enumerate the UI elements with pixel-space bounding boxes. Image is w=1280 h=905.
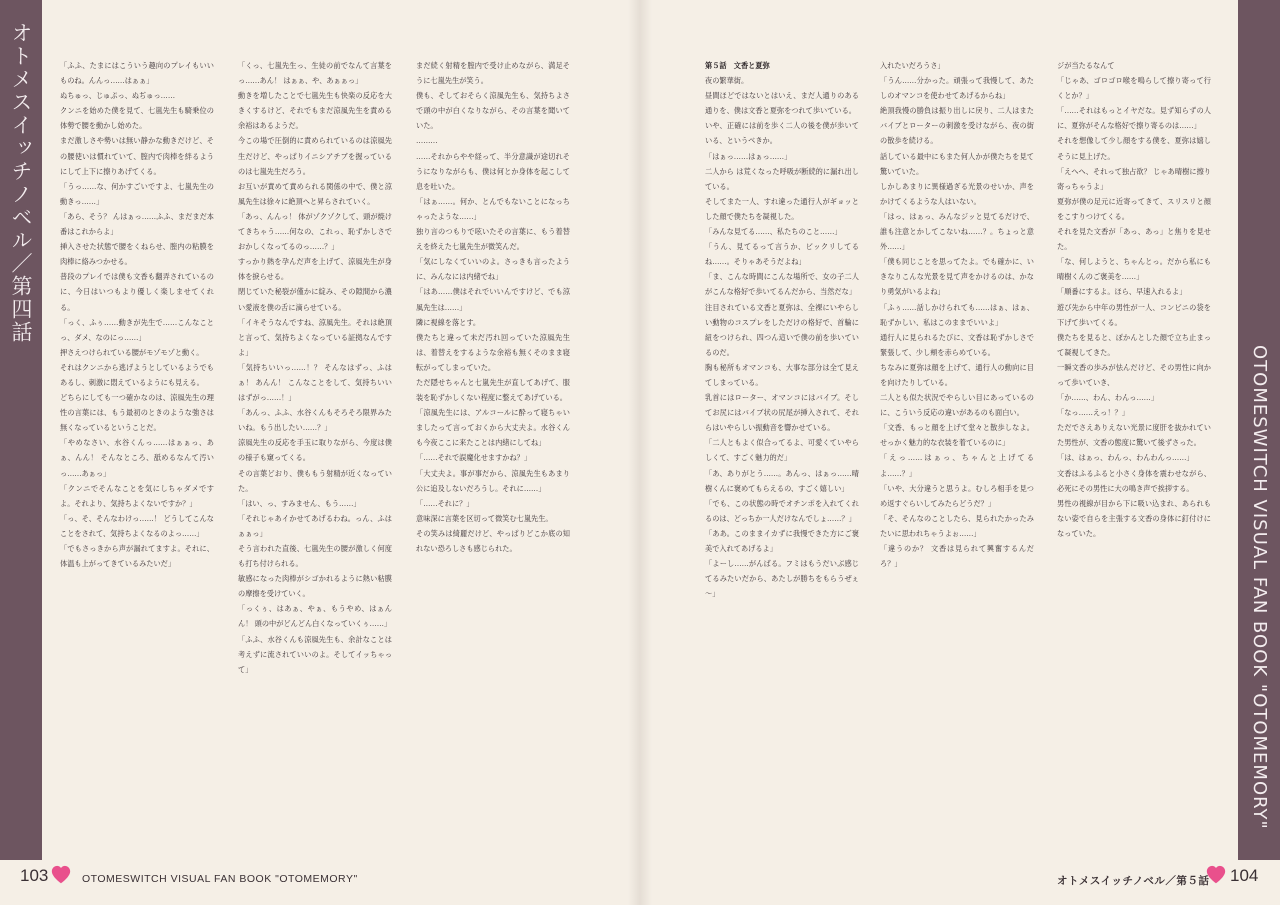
text-paragraph: 「うん……分かった。頑張って我慢して、あたしのオマンコを使わせてあげるからね」 <box>880 76 1034 101</box>
text-paragraph: その言葉どおり、僕ももう射精が近くなっていた。 <box>238 468 392 493</box>
text-paragraph: いや、正確には前を歩く二人の後を僕が歩いている、というべきか。 <box>705 121 859 146</box>
text-paragraph: それを想像して少し顔をする僕を、夏弥は嬉しそうに見上げた。 <box>1057 136 1211 161</box>
text-paragraph: ……それからやや経って、半分意識が途切れそうになりながらも、僕は何とか身体を起こして息を吐いた。 <box>416 151 570 191</box>
text-paragraph: 男性の視線が目から下に吸い込まれ、あられもない姿で自らを主張する文香の身体に釘付けになっていた。 <box>1057 498 1211 538</box>
text-paragraph: 「っ、そ、そんなわけっ……！ どうしてこんなことをされて、気持ちよくなるのよっ……」 <box>60 513 214 538</box>
text-paragraph: 昼間ほどではないとはいえ、まだ人通りのある通りを、僕は文香と夏弥をつれて歩いている。 <box>705 91 859 116</box>
text-paragraph: 僕たちと違って未だ汚れ回っていた涼風先生は、着替えをするような余裕も無くそのまま寝転がってしまっていた。 <box>416 332 570 372</box>
text-paragraph: 挿入させた状態で腰をくねらせ、膣内の粘膜を肉棒に絡みつかせる。 <box>60 242 214 267</box>
text-paragraph: 「は、はぁっ、わんっ、わんわんっ……」 <box>1057 453 1194 463</box>
text-paragraph: 夜の繁華街。 <box>705 76 749 86</box>
text-paragraph: 隣に視線を落とす。 <box>416 317 481 327</box>
text-paragraph: 「な、何しようと、ちゃんとっ。だから私にも晴樹くんのご褒美を……」 <box>1057 257 1211 282</box>
text-paragraph: 「でもさっきから声が漏れてますよ。それに、体温も上がってきているみたいだ」 <box>60 544 214 569</box>
text-paragraph: 「あら、そう？ んはぁっ……ふふ、まだまだ本番はこれからよ」 <box>60 211 214 237</box>
text-paragraph: 「っく、ふぅ……動きが先生で……こんなことっ、ダメ、なのにっ……」 <box>60 317 214 342</box>
text-paragraph: 閉じていた秘裂が僅かに綻み、その隙間から濃い愛液を僕の舌に滴らせている。 <box>238 287 392 312</box>
text-paragraph: 「……それに？」 <box>416 498 474 508</box>
text-paragraph: お互いが責めて責められる関係の中で、僕と涼風先生は徐々に絶頂へと昇らされていく。 <box>238 181 392 206</box>
text-paragraph: 「……それはもっとイヤだな。見ず知らずの人に、夏弥がそんな格好で擦り寄るのは……」 <box>1057 106 1211 131</box>
text-paragraph: 「みんな見てる……、私たちのこと……」 <box>705 227 842 237</box>
text-paragraph: 「えへへ、それって独占欲？ じゃあ晴樹に擦り寄っちゃうよ」 <box>1057 166 1211 191</box>
text-paragraph: 「ああ。このままイカずに我慢できた方にご褒美で入れてあげるよ」 <box>705 528 859 553</box>
text-paragraph: 「イキそうなんですね、涼風先生。それは絶頂と言って、気持ちよくなっている証拠なんですよ」 <box>238 317 392 357</box>
text-paragraph: 涼風先生の反応を手玉に取りながら、今度は僕の様子も窺ってくる。 <box>238 438 392 463</box>
text-paragraph: 「あんっ、ふふ、水谷くんもそろそろ限界みたいね。もう出したい……？」 <box>238 408 392 433</box>
left-text-column-1 <box>60 58 214 856</box>
text-paragraph: 通行人に見られるたびに、文香は恥ずかしさで緊張して、少し頬を赤らめている。 <box>880 332 1034 357</box>
text-paragraph: 「違うのか？ 文香は見られて興奮するんだろ？」 <box>880 544 1034 569</box>
text-paragraph: 「はあ……僕はそれでいいんですけど、でも涼風先生は……」 <box>416 287 570 312</box>
text-paragraph: 「順番にするよ。ほら、早速入れるよ」 <box>1057 287 1187 297</box>
text-paragraph: 「気持ちいいっ……！？ そんなはずっ、ふはぁ！ あんん！ こんなことをして、気持ちいいはずがっ……！」 <box>238 362 392 403</box>
text-paragraph: それを見た文香が「あっ、あっ」と焦りを見せた。 <box>1057 227 1211 252</box>
text-paragraph: 一瞬文香の歩みが怯んだけど、その男性に向かって歩いていき、 <box>1057 362 1211 387</box>
text-paragraph: 「はぁ……。何か、とんでもないことになっちゃったような……」 <box>416 196 570 221</box>
text-paragraph: 動きを増したことで七嵐先生も快楽の反応を大きくするけど、それでもまだ涼風先生を責める余裕はあるようだ。 <box>238 91 392 131</box>
text-paragraph: 入れたいだろうさ」 <box>880 61 945 70</box>
text-paragraph: ただ隠せちゃんと七嵐先生が直してあげて、服装を恥ずかしくない程度に整えてあげている。 <box>416 377 570 403</box>
text-paragraph: 「クンニでそんなことを気にしちゃダメですよ。それより、気持ちよくないですか？」 <box>60 483 214 508</box>
text-paragraph: その笑みは綺麗だけど、やっぱりどこか底の知れない恐ろしさも感じられた。 <box>416 528 570 553</box>
text-paragraph: 「いや、大分違うと思うよ。むしろ相手を見つめ返すぐらいしてみたらどうだ？」 <box>880 483 1034 508</box>
text-paragraph: 「ま、こんな時間にこんな場所で、女の子二人がこんな格好で歩いてるんだから、当然だな」 <box>705 272 859 297</box>
text-paragraph: まだ続く射精を膣内で受け止めながら、満足そうに七嵐先生が笑う。 <box>416 61 570 86</box>
text-paragraph: 二人から は荒くなった呼吸が断続的に漏れ出している。 <box>705 166 859 191</box>
left-text-column-2 <box>238 58 392 856</box>
text-paragraph: 「はい、っ、すみません、もう……」 <box>238 498 361 508</box>
text-paragraph: 「あっ、んんっ！ 体がゾクゾクして、頭が焼けてきちゃう……何なの、これっ、恥ずかしさでおかしくなってるのっ……？」 <box>238 211 392 252</box>
text-paragraph: すっかり熱を孕んだ声を上げて、涼風先生が身体を捩らせる。 <box>238 257 392 282</box>
text-paragraph: 今この場で圧倒的に責められているのは涼風先生だけど、やっぱりイニシアチブを握っているのは七嵐先生だろう。 <box>238 136 392 176</box>
text-paragraph: 「僕も同じことを思ってたよ。でも確かに、いきなりこんな光景を見て声をかけるのは、かなり勇気がいるよね」 <box>880 257 1034 297</box>
text-paragraph: 「くっ、七嵐先生っ、生徒の前でなんて言葉をっ……あん！ はぁぁ、や、あぁぁっ」 <box>238 61 392 86</box>
right-sidebar-title: OTOMESWITCH VISUAL FAN BOOK "OTOMEMORY" <box>1249 345 1270 830</box>
text-paragraph: 「あ、ありがとう……。あんっ、はぁっ……晴樹くんに褒めてもらえるの、すごく嬉しい」 <box>705 468 859 493</box>
text-paragraph: 「気にしなくていいのよ。さっきも言ったように、みんなには内緒でね」 <box>416 257 570 282</box>
text-paragraph: 普段のプレイでは僕も文香も翻弄されているのに、今日はいつもより優しく楽しませてくれる。 <box>60 272 214 312</box>
text-paragraph: ぬちゅっ、じゅぷっ、ぬぢゅっ…… <box>60 91 176 101</box>
text-paragraph: 僕も、そしておそらく涼風先生も、気持ちよさで頭の中が白くなりながら、その言葉を聞いていた。 <box>416 91 570 131</box>
text-paragraph: 「ふふ、水谷くんも涼風先生も、余計なことは考えずに流されていいのよ。そしてイッちゃって」 <box>238 634 392 674</box>
heart-icon <box>1205 864 1227 886</box>
text-paragraph: 押さえつけられている腰がモゾモゾと動く。 <box>60 347 204 357</box>
text-paragraph: 意味深に言葉を区切って微笑む七嵐先生。 <box>416 513 553 523</box>
left-footer-title: OTOMESWITCH VISUAL FAN BOOK "OTOMEMORY" <box>82 873 358 885</box>
text-paragraph: 「か……、わん、わんっ……」 <box>1057 393 1159 403</box>
text-paragraph: ちなみに夏弥は顔を上げて、通行人の動向に目を向けたりしている。 <box>880 362 1034 387</box>
text-paragraph: 「涼風先生には、アルコールに酔って寝ちゃいましたって言っておくから大丈夫よ。水谷くんも今夜ここに来たことは内緒にしてね」 <box>416 408 570 448</box>
text-paragraph: 「そ、そんなのことしたら、見られたかったみたいに思われちゃうよぉ……」 <box>880 513 1034 538</box>
text-paragraph: そう言われた直後、七嵐先生の腰が激しく何度も打ち付けられる。 <box>238 544 392 569</box>
text-paragraph: 「文香、もっと顔を上げて堂々と散歩しなよ。せっかく魅力的な衣装を着ているのに」 <box>880 423 1034 448</box>
left-sidebar-title: オトメスイッチノベル／第四話 <box>9 22 33 344</box>
right-footer-title: オトメスイッチノベル／第５話 <box>1057 875 1210 887</box>
text-paragraph: 注目されている文香と夏弥は、全裸にいやらしい動物のコスプレをしただけの格好で、首輪に紐をつけられ、四つん這いで僕の前を歩いているのだ。 <box>705 302 859 357</box>
text-paragraph: 二人とも似た状況でやらしい目にあっているのに、こういう反応の違いがあるのも面白い。 <box>880 393 1034 418</box>
right-text-column-2 <box>880 58 1034 856</box>
text-paragraph: 「じゃあ、ゴロゴロ喉を鳴らして擦り寄って行くとか？」 <box>1057 76 1211 101</box>
text-paragraph: 「はぁっ……はぁっ……」 <box>705 151 792 161</box>
right-page-number: 104 <box>1230 866 1259 885</box>
text-paragraph: それはクンニから逃げようとしているようでもあるし、刺激に悶えているようにも見える。 <box>60 362 214 387</box>
left-text-column-3 <box>416 58 570 856</box>
text-paragraph: 「うっ……な、何かすごいですよ、七嵐先生の動きっ……」 <box>60 181 214 206</box>
right-text-column-3 <box>1057 58 1211 856</box>
text-paragraph: 「えっ……はぁっ、ちゃんと上げてるよ……？」 <box>880 453 1034 478</box>
text-paragraph: 「よーし……がんばる。フミはもうだいぶ感じてるみたいだから、あたしが勝ちをもらうぜぇ～」 <box>705 559 859 599</box>
text-paragraph: どちらにしても一つ確かなのは、涼風先生の理性の言葉には、もう最初のときのような強さは無くなっているということだ。 <box>60 393 214 433</box>
text-paragraph: 「ふふ、たまにはこういう趣向のプレイもいいものね。んんっ……はぁぁ」 <box>60 61 214 86</box>
text-paragraph: 「それじゃあイかせてあげるわね。っん、ふはぁぁっ」 <box>238 513 392 538</box>
text-paragraph: 文香はふるふると小さく身体を震わせながら、必死にその男性に大の鳴き声で挨拶する。 <box>1057 468 1211 493</box>
text-paragraph: まだ激しさや勢いは無い静かな動きだけど、その腰使いは慣れていて、膣内で肉棒を絆るようにして上下に擦りあげてくる。 <box>60 136 214 176</box>
text-paragraph: 夏弥が僕の足元に近寄ってきて、スリスリと顔をこすりつけてくる。 <box>1057 196 1211 221</box>
right-text-column-1 <box>705 58 859 856</box>
text-paragraph: 独り言のつもりで呟いたその言葉に、もう着替えを終えた七嵐先生が微笑んだ。 <box>416 227 570 252</box>
text-paragraph: 僕たちを見ると、ぽかんとした顔で立ち止まって凝視してきた。 <box>1057 332 1211 357</box>
text-paragraph: 「大丈夫よ。事が事だから、涼風先生もあまり公に追及しないだろうし。それに……」 <box>416 468 570 493</box>
text-paragraph: 敏感になった肉棒がシゴかれるように熱い粘膜の摩擦を受けていく。 <box>238 574 392 599</box>
text-paragraph: 「はっ、はぁっ、みんなジッと見てるだけで、誰も注意とかしてこないね……？。ちょっと意外……」 <box>880 211 1034 252</box>
text-paragraph: しかしあまりに異様過ぎる光景のせいか、声をかけてくるような人はいない。 <box>880 181 1034 206</box>
text-paragraph: ジが当たるなんて <box>1057 61 1115 70</box>
text-paragraph: 「ふぅ……話しかけられても……はぁ、はぁ、恥ずかしい、私はこのままでいいよ」 <box>880 302 1034 327</box>
text-paragraph: 「二人ともよく似合ってるよ、可愛くていやらしくて、すごく魅力的だ」 <box>705 438 859 463</box>
text-paragraph: 「っくぅ、はあぁ、やぁ、もうやめ、はぁんん！ 頭の中がどんどん白くなっていくぅ……」 <box>238 604 392 629</box>
text-paragraph: 胸も秘所もオマンコも、大事な部分は全て見えてしまっている。 <box>705 362 859 387</box>
text-paragraph: クンニを始めた僕を見て、七嵐先生も騎乗位の体勢で腰を動かし始めた。 <box>60 106 214 131</box>
text-paragraph: 「……それで誤魔化せますかね？」 <box>416 453 532 463</box>
text-paragraph: ……… <box>416 136 438 146</box>
text-paragraph: 「なっ……えっ！？」 <box>1057 408 1129 418</box>
text-paragraph: 話している最中にもまた何人かが僕たちを見て驚いていた。 <box>880 151 1034 176</box>
heart-icon <box>50 864 72 886</box>
text-paragraph: 遊び先から中年の男性が一人、コンビニの袋を下げて歩いてくる。 <box>1057 302 1211 327</box>
text-paragraph: 乳首にはローター、オマンコにはバイブ。そしてお尻にはバイブ状の尻尾が挿入されて、それらはいやらしい振動音を響かせている。 <box>705 393 859 433</box>
text-paragraph: 「でも、この状態の時でオチンポを入れてくれるのは、どっちか一人だけなんでしょ……？」 <box>705 498 859 523</box>
left-page-number: 103 <box>20 866 49 885</box>
text-paragraph: 「うん、見てるって言うか、ビックリしてるね……。そりゃあそうだよね」 <box>705 242 859 267</box>
book-gutter <box>628 0 652 905</box>
text-paragraph: そしてまた一人、すれ違った通行人がギョッとした顔で僕たちを凝視した。 <box>705 196 859 221</box>
text-paragraph: 「やめなさい、水谷くんっ……はぁぁっ、あぁ、んん！ そんなところ、舐めるなんて汚いっ……あぁっ」 <box>60 438 214 478</box>
text-paragraph: ただでさえありえない光景に度肝を抜かれていた男性が、文香の態度に驚いて後ずさった。 <box>1057 423 1211 448</box>
text-paragraph: 第５話 文香と夏弥 <box>705 61 770 70</box>
text-paragraph: 絶頂我慢の勝負は振り出しに戻り、二人はまたバイブとローターの刺激を受けながら、夜の街の散歩を続ける。 <box>880 106 1034 146</box>
